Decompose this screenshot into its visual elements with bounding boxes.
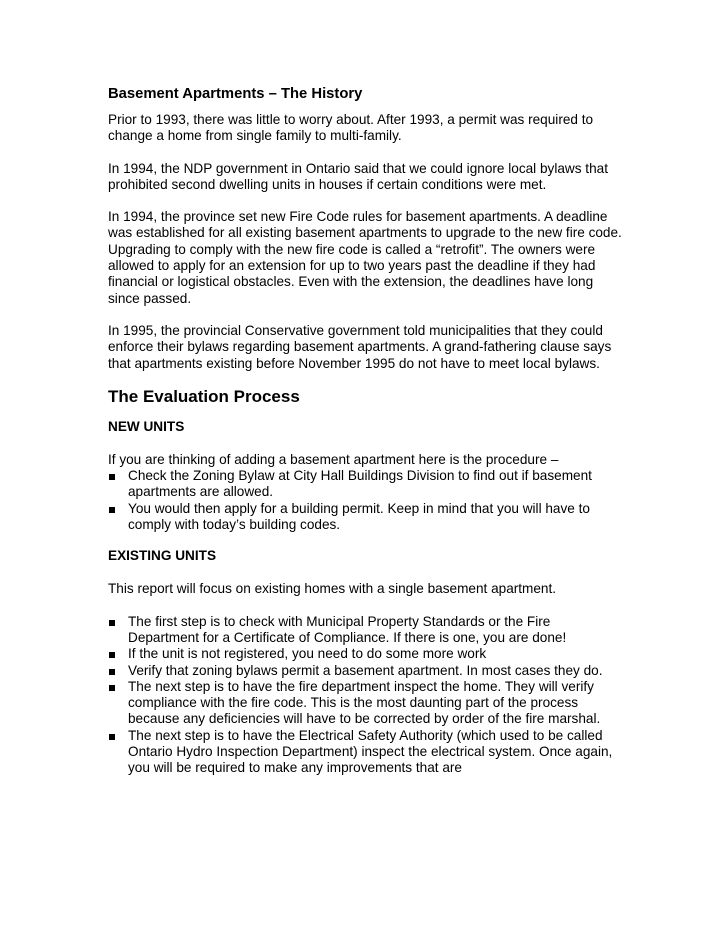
- square-bullet-icon: [109, 652, 115, 658]
- new-units-intro: If you are thinking of adding a basement apartment here is the procedure –: [108, 451, 559, 467]
- list-item: [108, 501, 622, 534]
- new-units-list: [108, 468, 622, 533]
- existing-units-list: [108, 614, 622, 777]
- list-item: [108, 614, 622, 647]
- evaluation-heading: The Evaluation Process: [108, 386, 300, 406]
- list-item: [108, 646, 622, 662]
- history-paragraph-4: In 1995, the provincial Conservative government told municipalities that they could enforce their bylaws regarding basement apartments. A grand-fathering clause says that apartments existing before November 1995 do not have to meet local bylaws.: [108, 322, 612, 371]
- list-item-text: The next step is to have the Electrical Safety Authority (which used to be called Ontario Hydro Inspection Department) inspect the electrical system. Once again, you will be required to make any improvements that are: [128, 727, 613, 776]
- list-item-text: If the unit is not registered, you need to do some more work: [128, 646, 487, 662]
- history-paragraph-2: In 1994, the NDP government in Ontario said that we could ignore local bylaws that prohibited second dwelling units in houses if certain conditions were met.: [108, 160, 608, 192]
- list-item: [108, 468, 622, 501]
- list-item-text: The next step is to have the fire department inspect the home. They will verify compliance with the fire code. This is the most daunting part of the process because any deficiencies will have to be corrected by order of the fire marshal.: [128, 678, 601, 727]
- history-paragraph-3: In 1994, the province set new Fire Code rules for basement apartments. A deadline was established for all existing basement apartments to upgrade to the new fire code. Upgrading to comply with the new fire code is called a “retrofit”. The owners were allowed to apply for an extension for up to two years past the deadline if they had financial or logistical obstacles. Even with the extension, the deadlines have long since passed.: [108, 209, 622, 306]
- list-item: [108, 728, 622, 777]
- list-item-text: Check the Zoning Bylaw at City Hall Buildings Division to find out if basement apartments are allowed.: [128, 468, 592, 500]
- square-bullet-icon: [109, 734, 115, 740]
- document-page: [108, 84, 622, 793]
- square-bullet-icon: [109, 620, 115, 626]
- list-item-text: The first step is to check with Municipal Property Standards or the Fire Department for a Certificate of Compliance. If there is one, you are done!: [128, 613, 567, 645]
- history-heading: Basement Apartments – The History: [108, 86, 363, 102]
- history-paragraph-1: Prior to 1993, there was little to worry about. After 1993, a permit was required to change a home from single family to multi-family.: [108, 112, 594, 144]
- square-bullet-icon: [109, 669, 115, 675]
- list-item: [108, 663, 622, 679]
- square-bullet-icon: [109, 474, 115, 480]
- list-item-text: You would then apply for a building permit. Keep in mind that you will have to comply with today’s building codes.: [128, 500, 590, 533]
- list-item-text: Verify that zoning bylaws permit a basement apartment. In most cases they do.: [128, 662, 603, 678]
- existing-units-heading: EXISTING UNITS: [108, 548, 217, 564]
- square-bullet-icon: [109, 507, 115, 513]
- square-bullet-icon: [109, 685, 115, 691]
- new-units-heading: NEW UNITS: [108, 418, 185, 434]
- existing-units-intro: This report will focus on existing homes with a single basement apartment.: [108, 581, 557, 597]
- list-item: [108, 679, 622, 728]
